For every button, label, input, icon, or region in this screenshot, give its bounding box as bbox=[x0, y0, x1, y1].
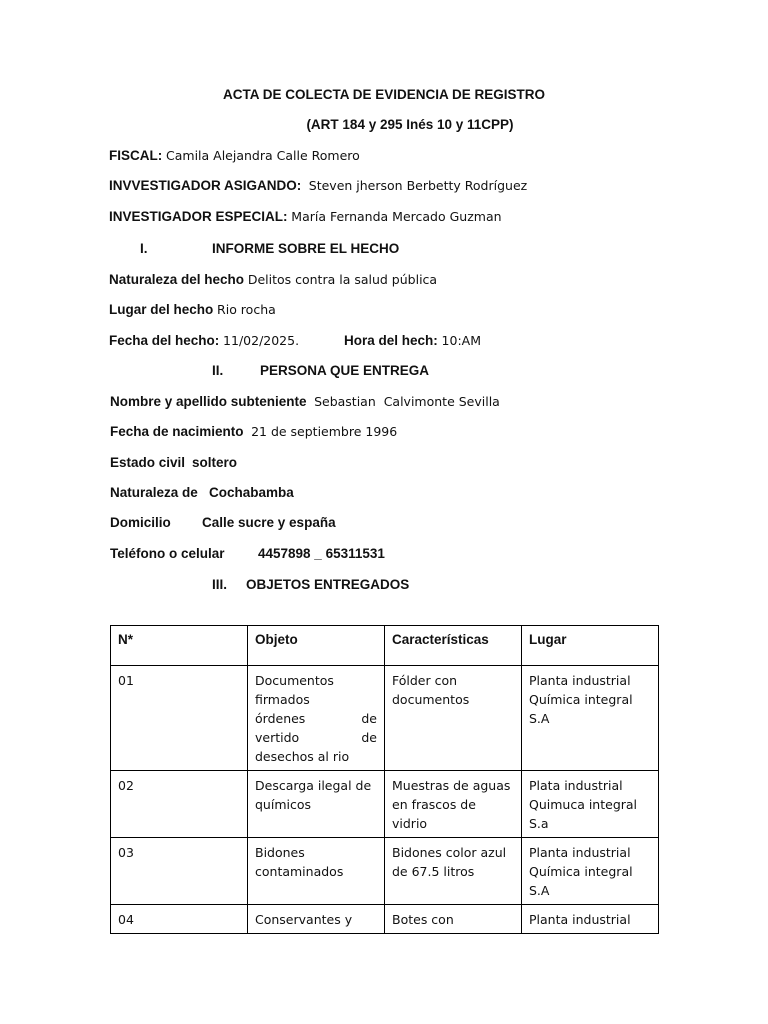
fecha-hecho-line bbox=[109, 332, 299, 350]
cell-line: documentos bbox=[392, 692, 470, 707]
fiscal-value: Camila Alejandra Calle Romero bbox=[166, 148, 360, 163]
cell-word: de bbox=[361, 711, 377, 726]
fiscal-label: FISCAL: bbox=[109, 148, 163, 163]
table-cell-objeto bbox=[248, 771, 385, 838]
section-3-title: OBJETOS ENTREGADOS bbox=[246, 577, 410, 592]
cell-line: Botes con bbox=[392, 912, 454, 927]
cell-word: de bbox=[361, 730, 377, 745]
investigador-especial-line bbox=[109, 208, 502, 226]
section-2-number: II. bbox=[212, 363, 224, 378]
objects-table bbox=[110, 625, 659, 934]
estado-civil-value: soltero bbox=[192, 455, 238, 470]
cell-line: Descarga ilegal de bbox=[255, 778, 372, 793]
domicilio-label: Domicilio bbox=[110, 515, 171, 530]
fecha-hecho-value: 11/02/2025. bbox=[223, 333, 300, 348]
section-3-number: III. bbox=[212, 577, 228, 592]
table-cell-lugar bbox=[522, 771, 659, 838]
cell-line: Documentos bbox=[255, 673, 334, 688]
naturaleza-de-value: Cochabamba bbox=[209, 485, 294, 500]
fiscal-line bbox=[109, 147, 360, 165]
column-header: Características bbox=[385, 626, 522, 666]
naturaleza-hecho-line bbox=[109, 271, 437, 289]
telefono-label: Teléfono o celular bbox=[110, 546, 225, 561]
cell-line: químicos bbox=[255, 797, 312, 812]
table-cell-objeto bbox=[248, 666, 385, 771]
cell-line: Bidones bbox=[255, 845, 305, 860]
cell-line: Plata industrial bbox=[529, 778, 623, 793]
nombre-label: Nombre y apellido subteniente bbox=[110, 394, 307, 409]
table-header-row bbox=[111, 626, 659, 666]
table-cell-objeto bbox=[248, 838, 385, 905]
naturaleza-hecho-label: Naturaleza del hecho bbox=[109, 272, 245, 287]
hora-hecho-label: Hora del hech: bbox=[344, 333, 438, 348]
cell-line-justified bbox=[255, 728, 377, 747]
cell-line: Bidones color azul bbox=[392, 845, 507, 860]
column-header: N* bbox=[111, 626, 248, 666]
table-cell-lugar bbox=[522, 666, 659, 771]
cell-line: Planta industrial bbox=[529, 673, 631, 688]
nombre-line bbox=[110, 393, 500, 411]
table-cell-n: 02 bbox=[111, 771, 248, 838]
table-cell-n: 01 bbox=[111, 666, 248, 771]
cell-line: desechos al rio bbox=[255, 749, 350, 764]
nacimiento-line bbox=[110, 423, 397, 441]
lugar-hecho-line bbox=[109, 301, 276, 319]
cell-line: Muestras de aguas bbox=[392, 778, 511, 793]
section-1-title: INFORME SOBRE EL HECHO bbox=[212, 241, 400, 256]
cell-line: Conservantes y bbox=[255, 912, 353, 927]
lugar-hecho-value: Rio rocha bbox=[217, 302, 276, 317]
naturaleza-hecho-value: Delitos contra la salud pública bbox=[247, 272, 438, 287]
table-cell-caracteristicas bbox=[385, 771, 522, 838]
cell-line: Fólder con bbox=[392, 673, 458, 688]
table-row bbox=[111, 838, 659, 905]
nacimiento-label: Fecha de nacimiento bbox=[110, 424, 244, 439]
table-row bbox=[111, 905, 659, 934]
lugar-hecho-label: Lugar del hecho bbox=[109, 302, 214, 317]
cell-line: Química integral bbox=[529, 692, 633, 707]
cell-line: S.a bbox=[529, 816, 549, 831]
cell-line: S.A bbox=[529, 883, 550, 898]
document-subtitle: (ART 184 y 295 Inés 10 y 11CPP) bbox=[306, 117, 514, 132]
estado-civil-label: Estado civil bbox=[110, 455, 186, 470]
cell-line: firmados bbox=[255, 692, 310, 707]
hora-hecho-line bbox=[344, 332, 481, 350]
cell-line: Planta industrial bbox=[529, 845, 631, 860]
investigador-asignado-value: Steven jherson Berbetty Rodríguez bbox=[308, 178, 528, 193]
table-row bbox=[111, 771, 659, 838]
cell-word: vertido bbox=[255, 730, 300, 745]
domicilio-value: Calle sucre y españa bbox=[202, 515, 336, 530]
cell-line: Química integral bbox=[529, 864, 633, 879]
section-2-title: PERSONA QUE ENTREGA bbox=[260, 363, 430, 378]
nombre-value: Sebastian Calvimonte Sevilla bbox=[314, 394, 500, 409]
hora-hecho-value: 10:AM bbox=[441, 333, 481, 348]
table-cell-lugar bbox=[522, 838, 659, 905]
naturaleza-de-label: Naturaleza de bbox=[110, 485, 198, 500]
nacimiento-value: 21 de septiembre 1996 bbox=[251, 424, 398, 439]
cell-word: órdenes bbox=[255, 711, 306, 726]
table-cell-n: 04 bbox=[111, 905, 248, 934]
table-cell-n: 03 bbox=[111, 838, 248, 905]
table-row bbox=[111, 666, 659, 771]
table-cell-caracteristicas bbox=[385, 905, 522, 934]
table-cell-objeto bbox=[248, 905, 385, 934]
table-cell-lugar bbox=[522, 905, 659, 934]
investigador-asignado-label: INVVESTIGADOR ASIGANDO: bbox=[109, 178, 302, 193]
cell-line: S.A bbox=[529, 711, 550, 726]
cell-line: contaminados bbox=[255, 864, 344, 879]
column-header: Objeto bbox=[248, 626, 385, 666]
cell-line: de 67.5 litros bbox=[392, 864, 475, 879]
cell-line: Quimuca integral bbox=[529, 797, 638, 812]
investigador-especial-label: INVESTIGADOR ESPECIAL: bbox=[109, 209, 288, 224]
cell-line: Planta industrial bbox=[529, 912, 631, 927]
investigador-asignado-line bbox=[109, 177, 527, 195]
document-title: ACTA DE COLECTA DE EVIDENCIA DE REGISTRO bbox=[222, 87, 546, 102]
investigador-especial-value: María Fernanda Mercado Guzman bbox=[291, 209, 502, 224]
column-header: Lugar bbox=[522, 626, 659, 666]
fecha-hecho-label: Fecha del hecho: bbox=[109, 333, 220, 348]
cell-line: en frascos de vidrio bbox=[392, 797, 476, 831]
cell-line-justified bbox=[255, 709, 377, 728]
table-cell-caracteristicas bbox=[385, 838, 522, 905]
telefono-value: 4457898 _ 65311531 bbox=[258, 546, 385, 561]
table-cell-caracteristicas bbox=[385, 666, 522, 771]
section-1-number: I. bbox=[140, 241, 148, 256]
